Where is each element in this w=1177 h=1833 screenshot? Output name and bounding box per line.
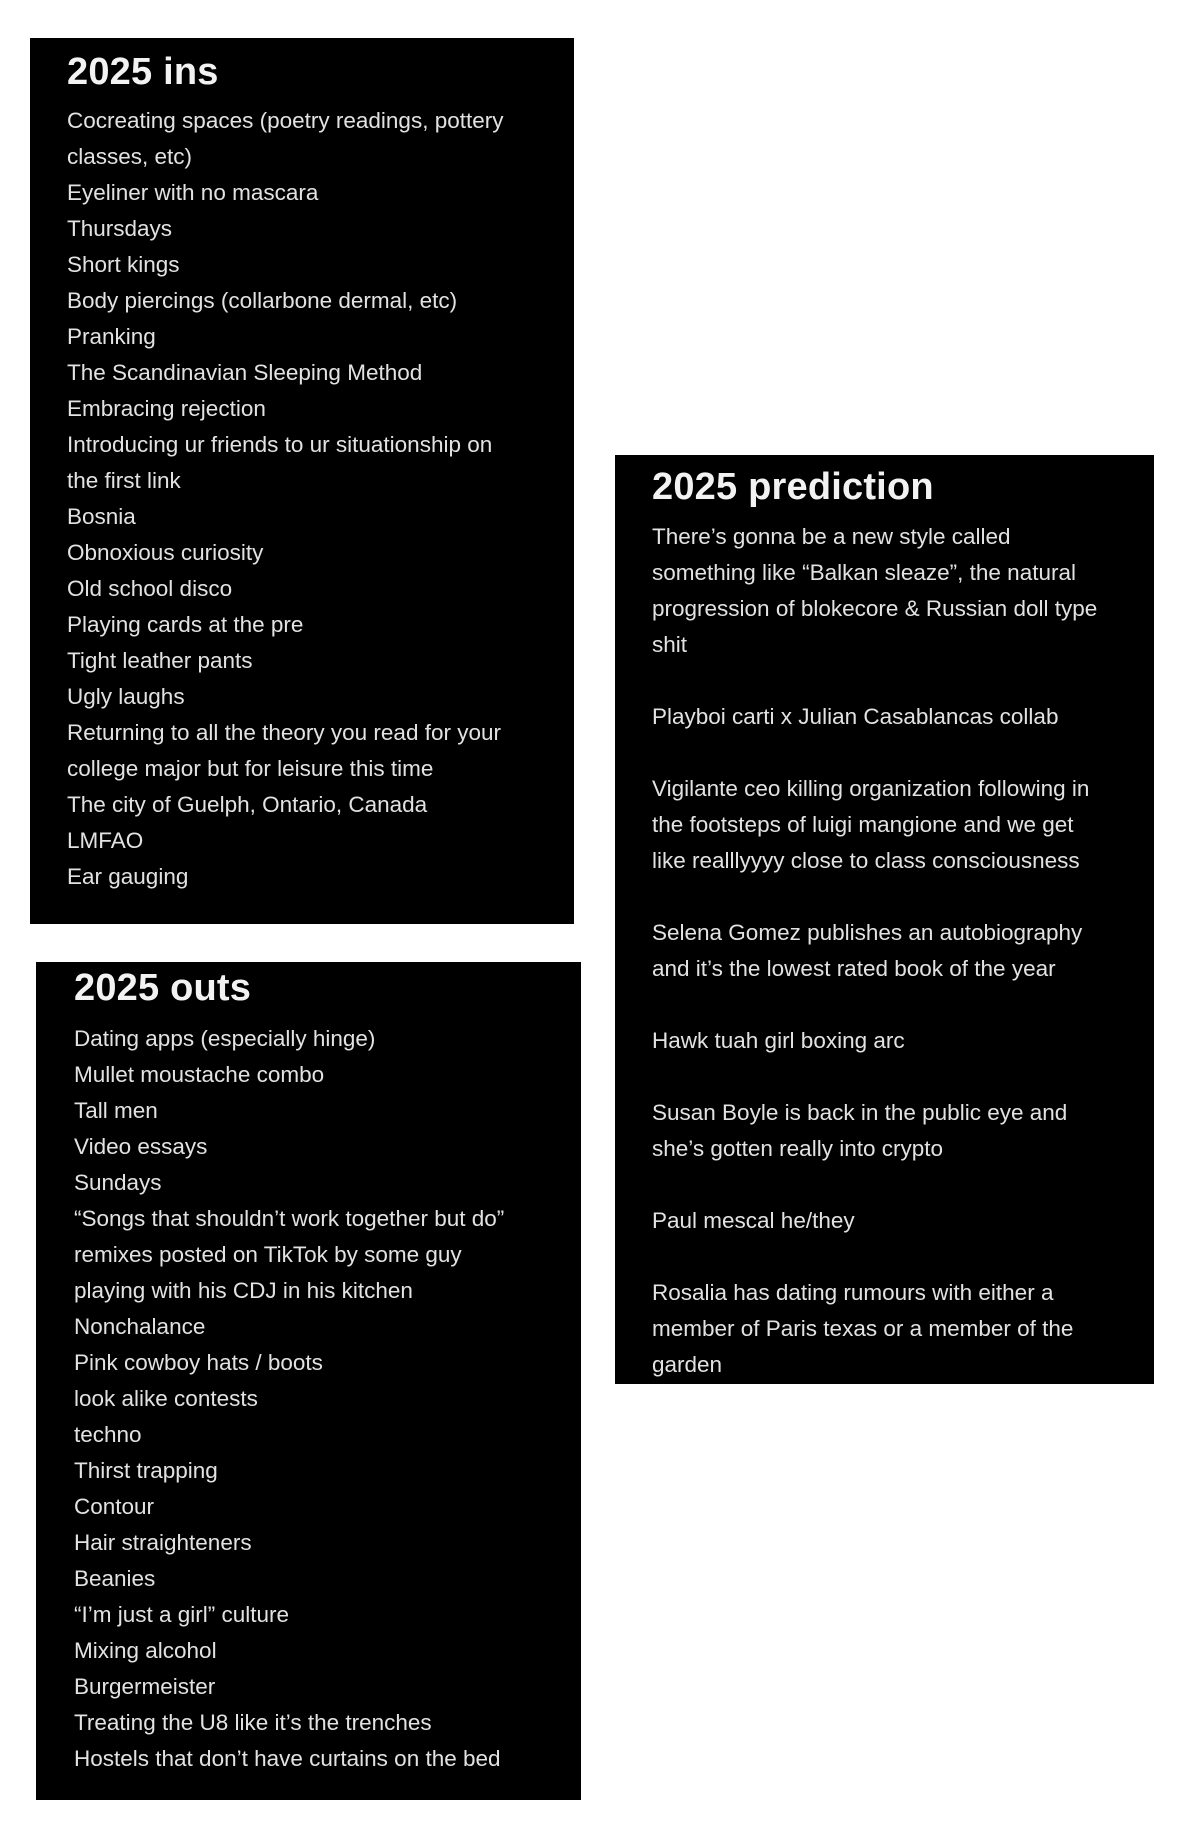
list-item: like realllyyyy close to class consciousness	[652, 848, 1080, 873]
outs-title: 2025 outs	[74, 967, 252, 1009]
list-item: the footsteps of luigi mangione and we get	[652, 812, 1074, 837]
list-item: Short kings	[67, 252, 180, 277]
ins-card	[30, 38, 574, 924]
list-item: Paul mescal he/they	[652, 1208, 855, 1233]
list-item: and it’s the lowest rated book of the year	[652, 956, 1056, 981]
list-item: Dating apps (especially hinge)	[74, 1026, 376, 1051]
list-item: The city of Guelph, Ontario, Canada	[67, 792, 428, 817]
list-item: LMFAO	[67, 828, 144, 853]
ins-title: 2025 ins	[67, 51, 219, 93]
list-item: Playing cards at the pre	[67, 612, 304, 637]
list-item: Hawk tuah girl boxing arc	[652, 1028, 905, 1053]
list-item: Contour	[74, 1494, 155, 1519]
list-item: techno	[74, 1422, 142, 1447]
list-item: college major but for leisure this time	[67, 756, 434, 781]
list-item: Pranking	[67, 324, 156, 349]
outs-list	[74, 1021, 581, 1777]
list-item: Embracing rejection	[67, 396, 266, 421]
list-item: classes, etc)	[67, 144, 193, 169]
list-item: Beanies	[74, 1566, 156, 1591]
list-item: Vigilante ceo killing organization following in	[652, 776, 1090, 801]
prediction-title: 2025 prediction	[652, 466, 934, 508]
blank-line	[652, 879, 1154, 915]
list-item: Old school disco	[67, 576, 233, 601]
list-item: Eyeliner with no mascara	[67, 180, 319, 205]
list-item: Mullet moustache combo	[74, 1062, 325, 1087]
list-item: Mixing alcohol	[74, 1638, 217, 1663]
list-item: look alike contests	[74, 1386, 258, 1411]
prediction-card	[615, 455, 1154, 1384]
list-item: Tight leather pants	[67, 648, 253, 673]
blank-line	[652, 1059, 1154, 1095]
list-item: Cocreating spaces (poetry readings, pottery	[67, 108, 504, 133]
blank-line	[652, 1167, 1154, 1203]
list-item: Treating the U8 like it’s the trenches	[74, 1710, 432, 1735]
ins-list	[67, 103, 574, 895]
list-item: playing with his CDJ in his kitchen	[74, 1278, 413, 1303]
list-item: Hair straighteners	[74, 1530, 252, 1555]
list-item: Introducing ur friends to ur situationship on	[67, 432, 493, 457]
list-item: Obnoxious curiosity	[67, 540, 264, 565]
prediction-list	[652, 519, 1154, 1383]
list-item: Selena Gomez publishes an autobiography	[652, 920, 1083, 945]
list-item: Body piercings (collarbone dermal, etc)	[67, 288, 458, 313]
list-item: progression of blokecore & Russian doll type	[652, 596, 1098, 621]
list-item: garden	[652, 1352, 723, 1377]
list-item: There’s gonna be a new style called	[652, 524, 1011, 549]
list-item: Ugly laughs	[67, 684, 185, 709]
list-item: Tall men	[74, 1098, 158, 1123]
list-item: “I’m just a girl” culture	[74, 1602, 290, 1627]
list-item: the first link	[67, 468, 181, 493]
list-item: shit	[652, 632, 688, 657]
list-item: Thursdays	[67, 216, 173, 241]
list-item: she’s gotten really into crypto	[652, 1136, 943, 1161]
list-item: Ear gauging	[67, 864, 189, 889]
list-item: member of Paris texas or a member of the	[652, 1316, 1074, 1341]
outs-card	[36, 962, 581, 1800]
list-item: remixes posted on TikTok by some guy	[74, 1242, 462, 1267]
list-item: Sundays	[74, 1170, 162, 1195]
list-item: Rosalia has dating rumours with either a	[652, 1280, 1054, 1305]
blank-line	[652, 987, 1154, 1023]
list-item: Hostels that don’t have curtains on the bed	[74, 1746, 501, 1771]
list-item: “Songs that shouldn’t work together but do”	[74, 1206, 505, 1231]
blank-line	[652, 1239, 1154, 1275]
list-item: Playboi carti x Julian Casablancas collab	[652, 704, 1059, 729]
list-item: Burgermeister	[74, 1674, 216, 1699]
list-item: something like “Balkan sleaze”, the natural	[652, 560, 1076, 585]
list-item: Thirst trapping	[74, 1458, 218, 1483]
list-item: Nonchalance	[74, 1314, 206, 1339]
list-item: The Scandinavian Sleeping Method	[67, 360, 423, 385]
blank-line	[652, 663, 1154, 699]
blank-line	[652, 735, 1154, 771]
list-item: Pink cowboy hats / boots	[74, 1350, 323, 1375]
list-item: Returning to all the theory you read for your	[67, 720, 501, 745]
list-item: Video essays	[74, 1134, 208, 1159]
list-item: Susan Boyle is back in the public eye and	[652, 1100, 1068, 1125]
list-item: Bosnia	[67, 504, 136, 529]
